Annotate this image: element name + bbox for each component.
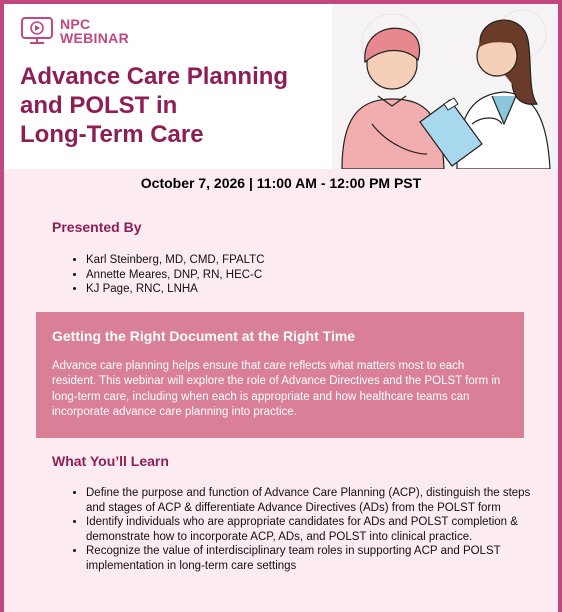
list-item: • Identify individuals who are appropriate candidates for ADs and POLST completion & demonstrate how to incorporate ACP, ADs, and POLST into clinical practice. [86,515,536,544]
list-item: • KJ Page, RNC, LNHA [86,282,526,297]
title-line: Long-Term Care [20,121,204,148]
info-panel [36,312,524,438]
page-title [20,62,340,149]
list-item: • Karl Steinberg, MD, CMD, FPALTC [86,253,526,268]
list-item: • Annette Meares, DNP, RN, HEC-C [86,268,526,283]
learn-heading: What You’ll Learn [52,453,169,469]
brand-line-2: WEBINAR [60,30,129,46]
panel-heading: Getting the Right Document at the Right Time [52,328,356,344]
caregiver-illustration [332,4,558,169]
event-date: October 7, 2026 | 11:00 AM - 12:00 PM PST [140,175,422,191]
presented-by-heading: Presented By [52,219,142,235]
brand-line-1: NPC [60,16,91,32]
video-play-icon [20,16,54,46]
presenter-list [68,253,526,297]
title-line: and POLST in [20,92,178,119]
title-line: Advance Care Planning [20,63,289,90]
list-item: • Define the purpose and function of Advance Care Planning (ACP), distinguish the steps and stages of ACP & differentiate Advance Directives (ADs) from the POLST form [86,486,536,515]
list-item: • Recognize the value of interdisciplinary team roles in supporting ACP and POLST implementation in long-term care settings [86,544,536,573]
hero-banner [4,4,558,169]
panel-body: Advance care planning helps ensure that care reflects what matters most to each resident. This webinar will explore the role of Advance Directives and the POLST form in long-term care, including when each is appropriate and how healthcare teams can incorporate advance care planning into practice. [52,360,501,419]
brand-logo [20,16,129,46]
learn-list [68,486,536,573]
brand-text [60,17,129,45]
